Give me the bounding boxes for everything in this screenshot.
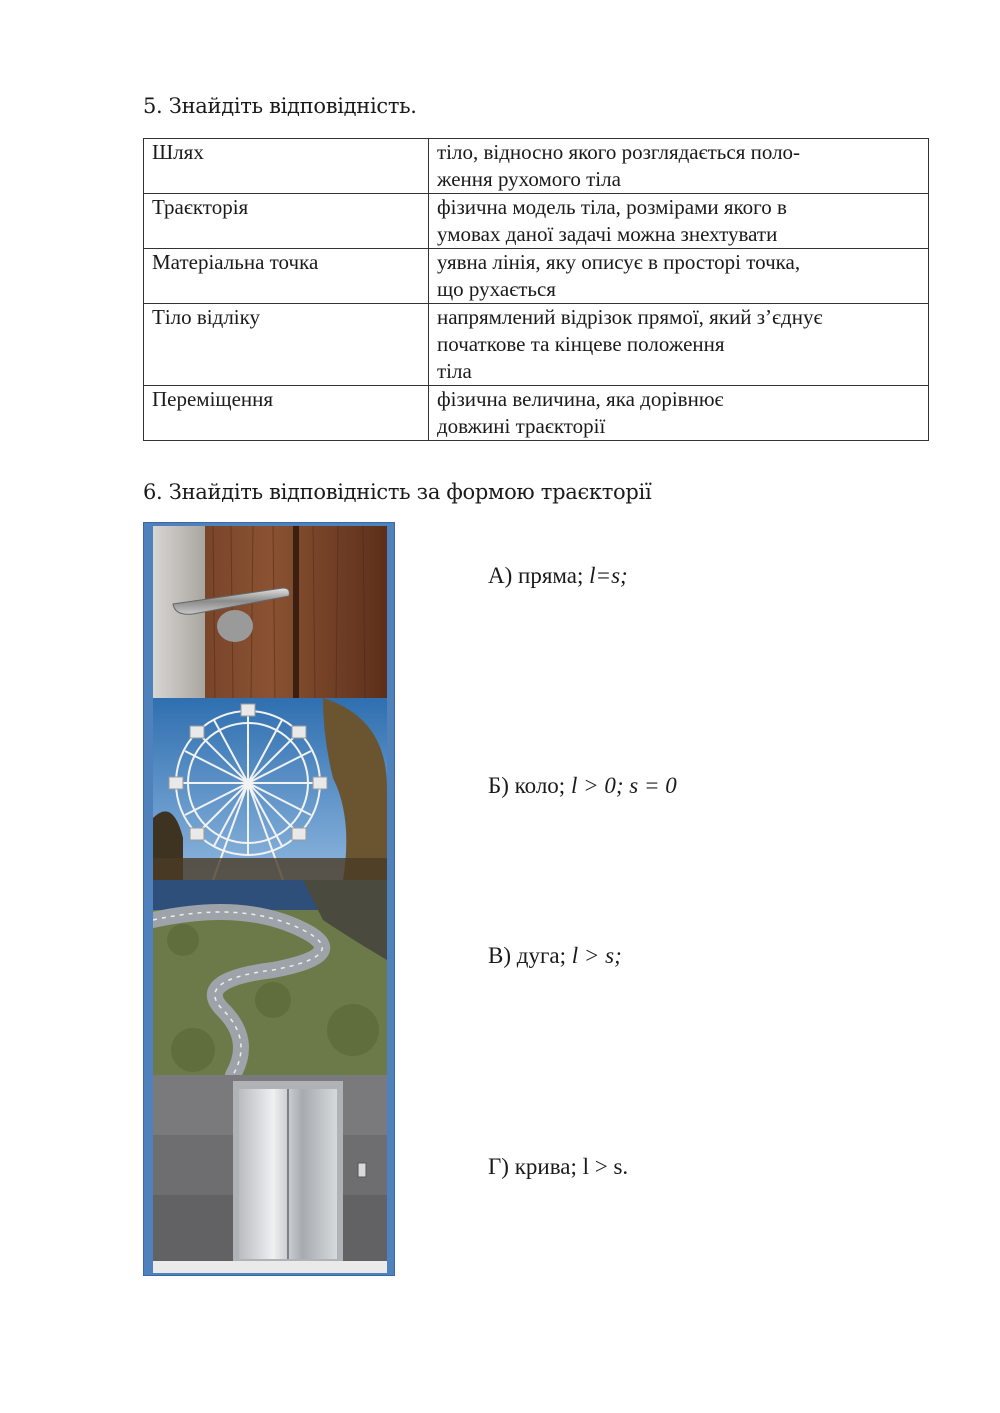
table-row bbox=[144, 249, 929, 304]
definition-cell: уявна лінія, яку описує в просторі точка, що рухається bbox=[429, 249, 929, 304]
option-a-formula: l=s; bbox=[589, 563, 628, 588]
table-row bbox=[144, 304, 929, 386]
table-row bbox=[144, 194, 929, 249]
term-cell: Шлях bbox=[144, 139, 429, 194]
task6-title: 6. Знайдіть відповідність за формою траєкторії bbox=[143, 480, 652, 504]
option-b-label: Б) коло; bbox=[488, 773, 571, 798]
definition-cell: напрямлений відрізок прямої, який з’єднує початкове та кінцеве положення тіла bbox=[429, 304, 929, 386]
task5-title: 5. Знайдіть відповідність. bbox=[143, 94, 417, 118]
option-a bbox=[488, 563, 628, 589]
option-c-formula: l > s; bbox=[571, 943, 622, 968]
photo-strip bbox=[143, 522, 395, 1276]
ferris-wheel-photo bbox=[153, 698, 387, 880]
definition-cell: фізична модель тіла, розмірами якого в умовах даної задачі можна знехтувати bbox=[429, 194, 929, 249]
option-a-label: А) пряма; bbox=[488, 563, 590, 588]
option-d-label: Г) крива; l > s. bbox=[488, 1154, 629, 1179]
door-handle-photo bbox=[153, 526, 387, 698]
term-cell: Переміщення bbox=[144, 386, 429, 441]
term-cell: Матеріальна точка bbox=[144, 249, 429, 304]
option-b bbox=[488, 773, 677, 799]
definition-cell: тіло, відносно якого розглядається поло- ження рухомого тіла bbox=[429, 139, 929, 194]
matching-table bbox=[143, 138, 929, 441]
term-cell: Тіло відліку bbox=[144, 304, 429, 386]
elevator-photo bbox=[153, 1075, 387, 1273]
option-c bbox=[488, 943, 622, 969]
table-row bbox=[144, 139, 929, 194]
table-row bbox=[144, 386, 929, 441]
option-b-formula: l > 0; s = 0 bbox=[570, 773, 677, 798]
term-cell: Траєкторія bbox=[144, 194, 429, 249]
option-c-label: В) дуга; bbox=[488, 943, 572, 968]
serpentine-road-photo bbox=[153, 880, 387, 1075]
option-d bbox=[488, 1154, 628, 1180]
definition-cell: фізична величина, яка дорівнює довжині траєкторії bbox=[429, 386, 929, 441]
